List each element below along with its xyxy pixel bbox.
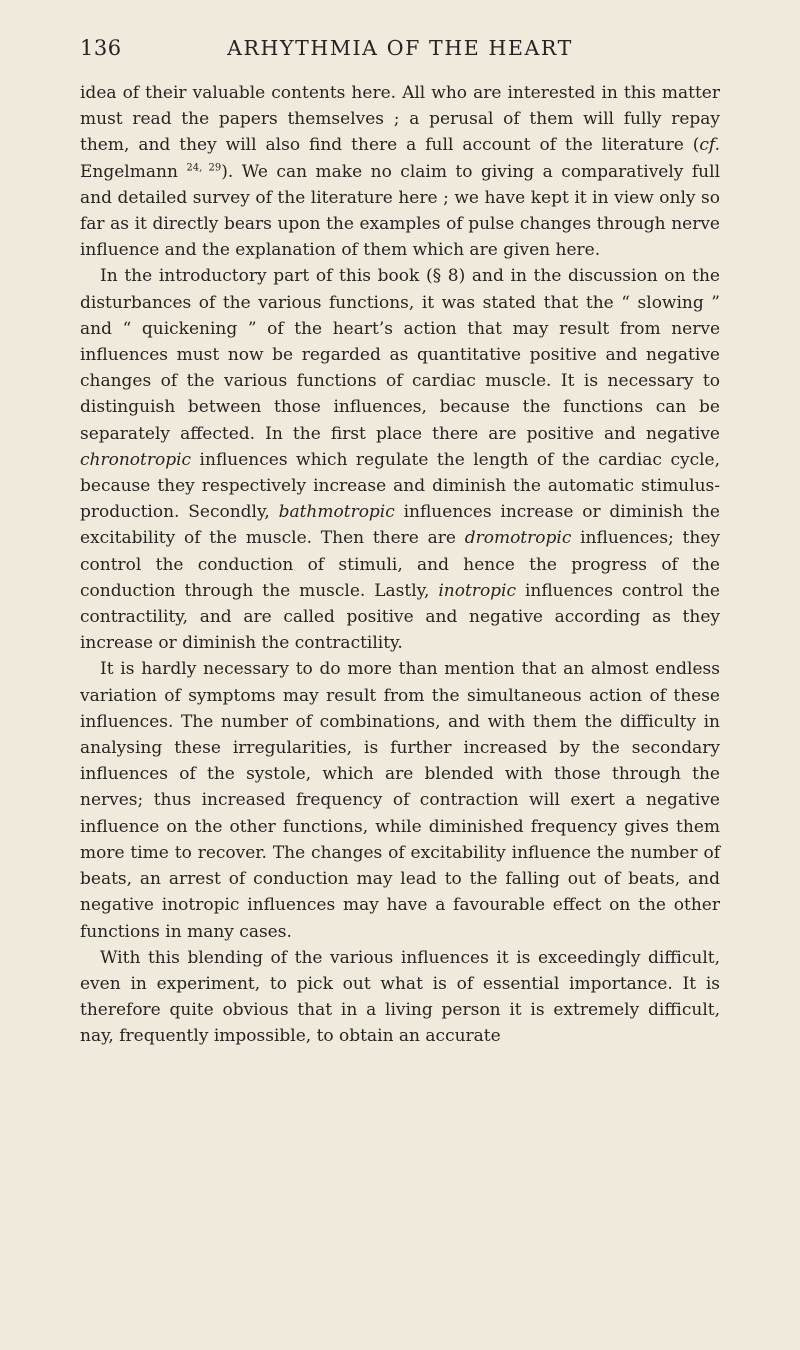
text-run: influences control the contractility, and are called positive and negative according as they increase or diminish the contractility. xyxy=(80,580,720,654)
text-run: influences which regulate the length of the cardiac cycle, because they respectively increase and diminish the automatic stimulus-production. Secondly, xyxy=(80,449,720,523)
paragraph-p1 xyxy=(80,80,720,263)
text-run: It is hardly necessary to do more than mention that an almost endless variation of symptoms may result from the simultaneous action of these influences. The number of combinations, and with them the difficulty in analysing these irregularities, is further increased by the secondary influences of the systole, which are blended with those through the nerves; thus increased frequency of contraction will exert a negative influence on the other functions, while diminished frequency gives them more time to recover. The changes of excitability influence the number of beats, an arrest of conduction may lead to the falling out of beats, and negative inotropic influences may have a favourable effect on the other functions in many cases. xyxy=(80,659,720,942)
text-run: Engelmann xyxy=(80,161,187,182)
text-run: influences; they control the conduction of stimuli, and hence the progress of the conduction through the muscle. Lastly, xyxy=(80,528,721,601)
text-run: With this blending of the various influences it is exceedingly difficult, even in experiment, to pick out what is of essential importance. It is therefore quite obvious that in a living person it is extremely difficult, nay, frequently impossible, to obtain an accurate xyxy=(80,947,720,1047)
paragraph-p3 xyxy=(80,656,720,944)
italic-term: dromotropic xyxy=(464,528,572,549)
italic-term: chronotropic xyxy=(80,449,192,470)
paragraph-p4 xyxy=(80,945,720,1050)
reference-superscript: 24, 29 xyxy=(186,161,222,173)
text-run: influences increase or diminish the excitability of the muscle. Then there are xyxy=(80,502,720,549)
italic-term: inotropic xyxy=(438,580,517,601)
text-run: ). We can make no claim to giving a comparatively full and detailed survey of the literature here ; we have kept it in view only so far as it directly bears upon the examples of pulse changes through nerve influence and the explanation of them which are given here. xyxy=(80,161,721,261)
italic-term: cf. xyxy=(699,135,720,156)
running-title: ARHYTHMIA OF THE HEART xyxy=(227,36,573,60)
body-text xyxy=(80,80,720,1050)
text-run: In the introductory part of this book (§ 8) and in the discussion on the disturbances of the various functions, it was stated that the “ slowing ” and “ quickening ” of the heart’s action that may result from nerve influences must now be regarded as quantitative positive and negative changes of the various functions of cardiac muscle. It is necessary to distinguish between those influences, because the functions can be separately affected. In the first place there are positive and negative xyxy=(80,266,720,444)
text-run: idea of their valuable contents here. All who are interested in this matter must read the papers themselves ; a perusal of them will fully repay them, and they will also find there a full account of the literature ( xyxy=(80,83,720,156)
italic-term: bathmotropic xyxy=(278,502,395,523)
running-head xyxy=(80,36,720,66)
paragraph-p2 xyxy=(80,263,720,656)
page-number: 136 xyxy=(80,36,122,60)
